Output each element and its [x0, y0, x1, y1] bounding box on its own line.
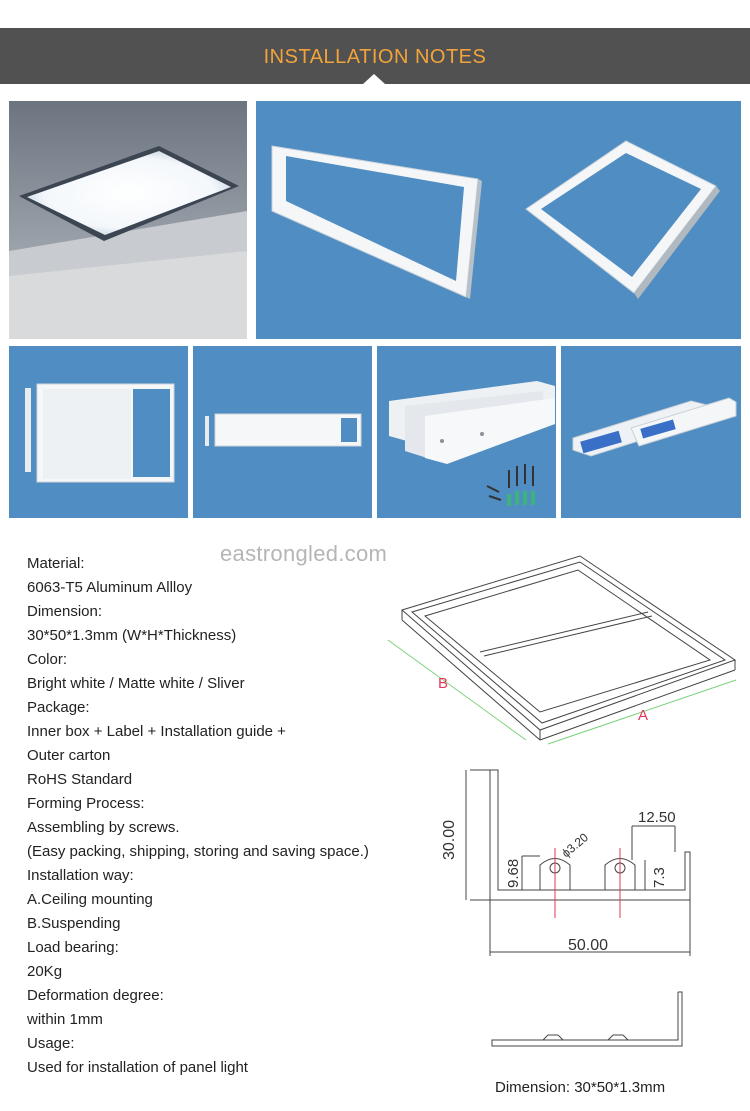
- spec-line: RoHS Standard: [27, 771, 133, 788]
- spec-line: B.Suspending: [27, 915, 121, 932]
- spec-line: Dimension:: [27, 603, 103, 620]
- spec-line: Material:: [27, 555, 85, 572]
- spec-line: Forming Process:: [27, 795, 145, 812]
- photo-profiles-screws: [377, 346, 556, 518]
- spec-line: Load bearing:: [27, 939, 119, 956]
- spec-line: 20Kg: [27, 963, 63, 980]
- section-title: INSTALLATION NOTES: [263, 46, 487, 68]
- spec-line: Bright white / Matte white / Sliver: [27, 675, 245, 692]
- photo-panel-slide: [193, 346, 372, 518]
- spec-line: Inner box + Label + Installation guide +: [27, 723, 286, 740]
- spec-line: within 1mm: [27, 1011, 103, 1028]
- dim-slot-width: 12.50: [638, 809, 676, 826]
- spec-line: Installation way:: [27, 867, 134, 884]
- spec-line: 30*50*1.3mm (W*H*Thickness): [27, 627, 237, 644]
- frame-isometric-drawing: [380, 548, 740, 748]
- photo-ceiling-panel: [9, 101, 247, 339]
- photo-panel-insert: [9, 346, 188, 518]
- label-b: B: [438, 675, 449, 692]
- photo-frames: [256, 101, 741, 339]
- dim-height: 30.00: [441, 819, 458, 860]
- dim-slot-height: 9.68: [505, 858, 522, 888]
- dim-small-height: 7.3: [651, 867, 668, 888]
- spec-list: [27, 552, 427, 1080]
- spec-line: 6063-T5 Aluminum Allloy: [27, 579, 193, 596]
- spec-line: Color:: [27, 651, 68, 668]
- cross-section-drawing: [440, 760, 740, 980]
- bracket-drawing: [488, 988, 688, 1054]
- dim-hole: ϕ3.20: [558, 830, 591, 861]
- spec-line: Outer carton: [27, 747, 111, 764]
- spec-line: A.Ceiling mounting: [27, 891, 153, 908]
- spec-line: Package:: [27, 699, 90, 716]
- spec-line: Assembling by screws.: [27, 819, 180, 836]
- dim-width: 50.00: [568, 937, 609, 954]
- spec-line: (Easy packing, shipping, storing and saving space.): [27, 843, 369, 860]
- spec-line: Deformation degree:: [27, 987, 164, 1004]
- watermark: eastrongled.com: [220, 541, 388, 566]
- section-header: [0, 28, 750, 84]
- photo-packaging: [561, 346, 741, 518]
- spec-line: Usage:: [27, 1035, 75, 1052]
- label-a: A: [638, 707, 649, 724]
- spec-line: Used for installation of panel light: [27, 1059, 248, 1076]
- header-notch: [363, 74, 385, 84]
- dimension-caption: Dimension: 30*50*1.3mm: [495, 1079, 666, 1096]
